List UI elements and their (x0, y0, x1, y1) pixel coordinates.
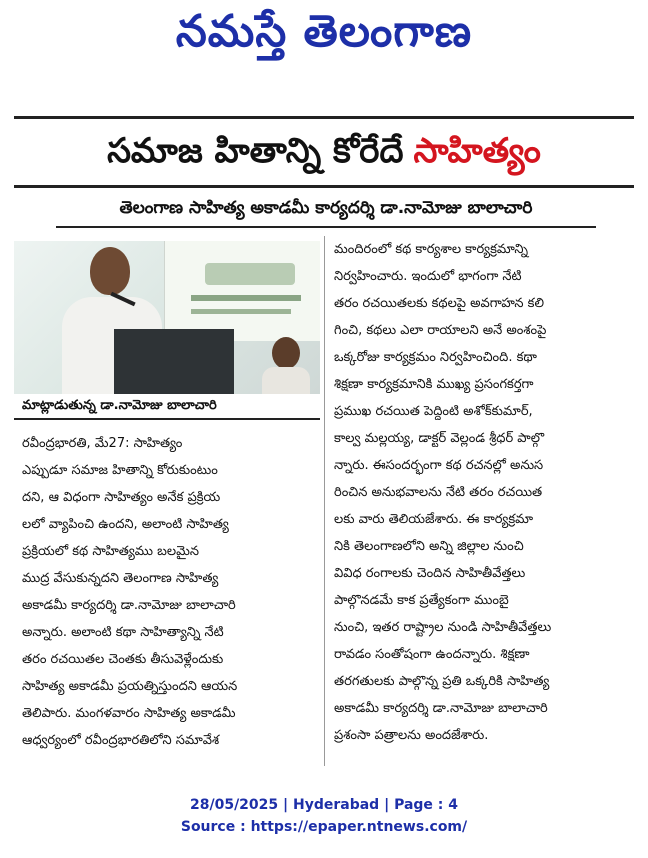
body-line: ప్రక్రియలో కథ సాహిత్యము బలమైన (22, 544, 200, 559)
attendee-figure (262, 337, 310, 394)
body-line: అకాడమీ కార్యదర్శి డా.నామోజు బాలాచారి (334, 701, 548, 716)
body-line: ప్రముఖ రచయిత పెద్దింటి అశోక్‌కుమార్, (334, 404, 533, 419)
body-line: కాల్వ మల్లయ్య, డాక్టర్ వెల్లండ శ్రీధర్ పాల్గొ (334, 431, 545, 446)
body-line: ఒక్కరోజు కార్యక్రమం నిర్వహించింది. కథా (334, 350, 537, 365)
headline-accent: సాహిత్యం (413, 131, 541, 171)
body-line: అన్నారు. అలాంటి కథా సాహిత్యాన్ని నేటి (22, 625, 224, 640)
body-line: తరగతులకు పాల్గొన్న ప్రతి ఒక్కరికి సాహిత్య (334, 674, 550, 689)
body-line: రించిన అనుభవాలను నేటి తరం రచయిత (334, 485, 543, 500)
body-line: గించి, కథలు ఎలా రాయాలని అనే అంశంపై (334, 323, 547, 338)
body-line: తరం రచయితలకు కథలపై అవగాహన కలి (334, 296, 544, 311)
body-line: వివిధ రంగాలకు చెందిన సాహితీవేత్తలు (334, 566, 526, 581)
body-line: నిర్వహించారు. ఇందులో భాగంగా నేటి (334, 269, 522, 284)
body-line: లలో వ్యాపించి ఉందని, అలాంటి సాహిత్య (22, 517, 229, 532)
body-line: తరం రచయితల చెంతకు తీసువెళ్లేందుకు (22, 652, 224, 667)
subheadline-text: తెలంగాణ సాహిత్య అకాడమీ కార్యదర్శి డా.నామోజు బాలాచారి (119, 198, 533, 218)
podium (114, 329, 234, 394)
body-line: అకాడమీ కార్యదర్శి డా.నామోజు బాలాచారి (22, 598, 236, 613)
subheadline (56, 198, 596, 228)
body-line: శిక్షణా కార్యక్రమానికి ముఖ్య ప్రసంగకర్తగా (334, 377, 534, 392)
headline (14, 116, 634, 188)
column-divider (324, 236, 325, 766)
event-banner (164, 241, 320, 341)
body-line: న్నారు. ఈసందర్భంగా కథ రచనల్లో అనుస (334, 458, 544, 473)
body-line: లకు వారు తెలియజేశారు. ఈ కార్యక్రమా (334, 512, 534, 527)
headline-text (107, 131, 541, 179)
masthead (0, 0, 648, 70)
body-line: తెలిపారు. మంగళవారం సాహిత్య అకాడమీ (22, 706, 236, 721)
article-photo (14, 241, 320, 394)
body-line: సాహిత్య అకాడమీ ప్రయత్నిస్తుందని ఆయన (22, 679, 238, 694)
body-line: నికి తెలంగాణలోని అన్ని జిల్లాల నుంచి (334, 539, 524, 554)
newspaper-logo: నమస్తే తెలంగాణ (175, 6, 473, 57)
body-line: పాల్గొనడమే కాక ప్రత్యేకంగా ముంబై (334, 593, 509, 608)
body-line: రావడం సంతోషంగా ఉందన్నారు. శిక్షణా (334, 647, 530, 662)
photo-caption: మాట్లాడుతున్న డా.నామోజు బాలాచారి (14, 394, 320, 420)
headline-main: సమాజ హితాన్ని కోరేదే (107, 131, 404, 171)
body-line: ఆధ్వర్యంలో రవీంద్రభారతిలోని సమావేశ (22, 733, 220, 748)
article-column-right (334, 236, 630, 749)
body-line: ముద్ర వేసుకున్నదని తెలంగాణ సాహిత్య (22, 571, 219, 586)
body-line: రవీంద్రభారతి, మే27: సాహిత్యం (22, 436, 183, 451)
body-line: నుంచి, ఇతర రాష్ట్రాల నుండి సాహితీవేత్తలు (334, 620, 552, 635)
footer-date-line: 28/05/2025 | Hyderabad | Page : 4 (189, 797, 459, 813)
body-line: ప్రశంసా పత్రాలను అందజేశారు. (334, 728, 489, 743)
body-line: ఎప్పుడూ సమాజ హితాన్ని కోరుకుంటుం (22, 463, 218, 478)
body-line: మందిరంలో కథ కార్యశాల కార్యక్రమాన్ని (334, 242, 528, 257)
footer-source-link[interactable]: Source : https://epaper.ntnews.com/ (180, 819, 468, 835)
article-column-left (22, 430, 314, 754)
body-line: దని, ఆ విధంగా సాహిత్యం అనేక ప్రక్రియ (22, 490, 221, 505)
footer (0, 794, 648, 838)
